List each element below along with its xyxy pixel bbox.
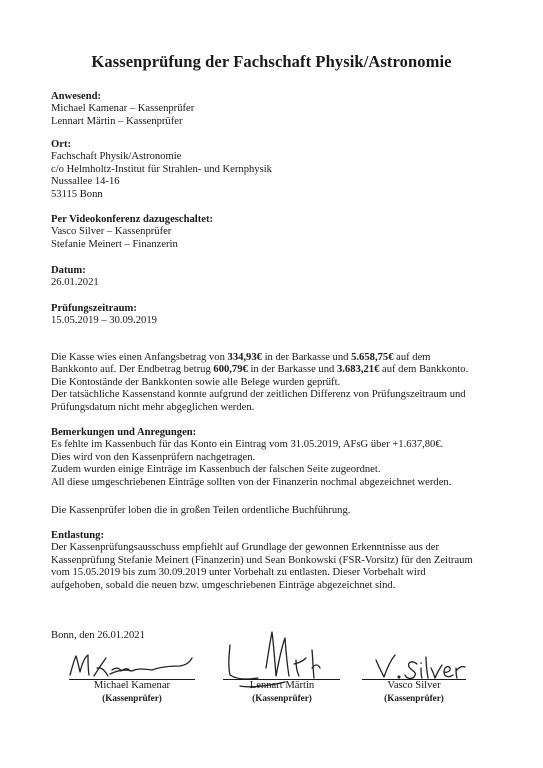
signature-kamenar	[70, 655, 192, 676]
signature-silver	[376, 655, 465, 678]
discharge-line: aufgehoben, sobald die neuen bzw. umgeschriebenen Einträge abgezeichnet sind.	[51, 579, 396, 591]
cash-line-3: Die Kontostände der Bankkonten sowie alle Belege wurden geprüft.	[51, 376, 341, 388]
signer-role: (Kassenprüfer)	[252, 693, 312, 704]
period-heading: Prüfungszeitraum:	[51, 303, 137, 314]
cash-line-1: Die Kasse wies einen Anfangsbetrag von 334,93€ in der Barkasse und 5.658,75€ auf dem	[51, 352, 431, 363]
discharge-line: Kassenprüfung Stefanie Meinert (Finanzerin) und Sean Bonkowski (FSR-Vorsitz) für den Zeitraum	[51, 554, 473, 566]
discharge-line: Der Kassenprüfungsausschuss empfiehlt auf Grundlage der gewonnen Erkenntnisse aus der	[51, 542, 440, 554]
remarks-line: Es fehlte im Kassenbuch für das Konto ein Eintrag vom 31.05.2019, AFsG über +1.637,80€.	[51, 439, 444, 451]
signer-name: Vasco Silver	[387, 680, 441, 691]
remarks-heading: Bemerkungen und Anregungen:	[51, 427, 197, 438]
signer-name: Lennart Märtin	[249, 680, 315, 691]
location-heading: Ort:	[51, 139, 71, 150]
signer-role: (Kassenprüfer)	[384, 693, 444, 704]
cash-line-2: Bankkonto auf. Der Endbetrag betrug 600,79€ in der Barkasse und 3.683,21€ auf dem Bankkonto.	[51, 364, 469, 376]
date-heading: Datum:	[51, 265, 86, 276]
signer-role: (Kassenprüfer)	[102, 693, 162, 704]
location-line: Fachschaft Physik/Astronomie	[51, 151, 182, 163]
location-line: 53115 Bonn	[51, 188, 103, 200]
signature-block-silver	[334, 680, 494, 705]
attendee-line: Michael Kamenar – Kassenprüfer	[51, 103, 195, 115]
remarks-line: All diese umgeschriebenen Einträge sollten von der Finanzerin nochmal abgezeichnet werden.	[51, 476, 452, 488]
video-line: Vasco Silver – Kassenprüfer	[51, 226, 172, 238]
remarks-line: Dies wird von den Kassenprüfern nachgetragen.	[51, 451, 256, 463]
praise-line: Die Kassenprüfer loben die in großen Teilen ordentliche Buchführung.	[51, 505, 351, 516]
location-line: c/o Helmholtz-Institut für Strahlen- und Kernphysik	[51, 163, 272, 175]
discharge-heading: Entlastung:	[51, 530, 104, 541]
attendee-line: Lennart Märtin – Kassenprüfer	[51, 115, 183, 127]
place-date: Bonn, den 26.01.2021	[51, 630, 145, 641]
cash-line-4: Der tatsächliche Kassenstand konnte aufgrund der zeitlichen Differenz von Prüfungszeitraum und	[51, 389, 466, 401]
video-heading: Per Videokonferenz dazugeschaltet:	[51, 214, 214, 225]
discharge-line: vom 15.05.2019 bis zum 30.09.2019 unter Vorbehalt zu entlasten. Dieser Vorbehalt wird	[51, 567, 426, 579]
signer-name: Michael Kamenar	[93, 680, 171, 691]
signature-block-kamenar	[52, 680, 212, 705]
cash-line-5: Prüfungsdatum nicht mehr abgeglichen werden.	[51, 401, 255, 413]
period-value: 15.05.2019 – 30.09.2019	[51, 315, 157, 327]
remarks-line: Zudem wurden einige Einträge im Kassenbuch der falschen Seite zugeordnet.	[51, 464, 381, 476]
document-title: Kassenprüfung der Fachschaft Physik/Astronomie	[91, 52, 452, 71]
date-value: 26.01.2021	[51, 277, 99, 289]
video-line: Stefanie Meinert – Finanzerin	[51, 238, 178, 250]
attendees-heading: Anwesend:	[51, 91, 102, 102]
location-line: Nussallee 14-16	[51, 176, 120, 188]
